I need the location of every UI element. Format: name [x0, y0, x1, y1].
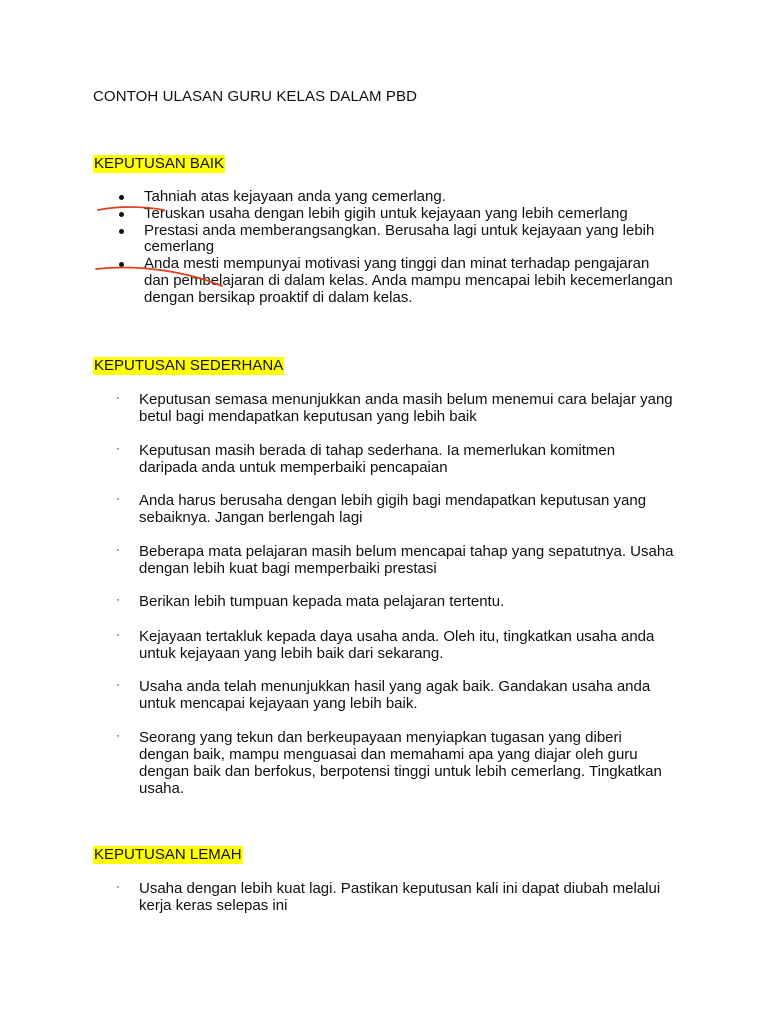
bullet-mark: ·	[116, 627, 120, 641]
heading-keputusan-baik: KEPUTUSAN BAIK	[94, 155, 225, 172]
bullet-mark: ·	[116, 390, 120, 404]
document-title: CONTOH ULASAN GURU KELAS DALAM PBD	[93, 88, 418, 105]
comment-paragraph: · Keputusan semasa menunjukkan anda masih belum menemui cara belajar yang betul bagi mendapatkan keputusan yang lebih baik	[116, 390, 673, 425]
comment-paragraph: · Berikan lebih tumpuan kepada mata pelajaran tertentu.	[116, 592, 505, 610]
bullet-icon	[119, 195, 124, 200]
heading-keputusan-sederhana: KEPUTUSAN SEDERHANA	[94, 357, 284, 374]
bullet-icon	[119, 212, 124, 217]
bullet-mark: ·	[116, 728, 120, 742]
bullet-mark: ·	[116, 542, 120, 556]
heading-keputusan-lemah: KEPUTUSAN LEMAH	[94, 846, 242, 863]
bullet-list-baik	[116, 189, 676, 307]
bullet-icon	[119, 262, 124, 267]
comment-paragraph: · Anda harus berusaha dengan lebih gigih bagi mendapatkan keputusan yang sebaiknya. Jangan berlengah lagi	[116, 491, 647, 526]
bullet-mark: ·	[116, 491, 120, 505]
comment-paragraph: · Seorang yang tekun dan berkeupayaan menyiapkan tugasan yang diberi dengan baik, mampu menguasai dan memahami apa yang diajar oleh guru dengan baik dan berfokus, berpotensi tinggi untuk lebih cemerlang. Tingkatkan usaha.	[116, 728, 662, 797]
list-item: Prestasi anda memberangsangkan. Berusaha lagi untuk kejayaan yang lebih cemerlang	[116, 223, 676, 257]
bullet-mark: ·	[116, 677, 120, 691]
comment-paragraph: · Usaha anda telah menunjukkan hasil yang agak baik. Gandakan usaha anda untuk mencapai kejayaan yang lebih baik.	[116, 677, 651, 712]
bullet-mark: ·	[116, 879, 120, 893]
list-item: Teruskan usaha dengan lebih gigih untuk kejayaan yang lebih cemerlang	[116, 206, 676, 223]
comment-paragraph: · Kejayaan tertakluk kepada daya usaha anda. Oleh itu, tingkatkan usaha anda untuk kejayaan yang lebih baik dari sekarang.	[116, 627, 655, 662]
comment-paragraph: · Keputusan masih berada di tahap sederhana. Ia memerlukan komitmen daripada anda untuk memperbaiki pencapaian	[116, 441, 616, 476]
bullet-mark: ·	[116, 592, 120, 606]
list-item: Tahniah atas kejayaan anda yang cemerlang.	[116, 189, 676, 206]
bullet-mark: ·	[116, 441, 120, 455]
bullet-icon	[119, 229, 124, 234]
comment-paragraph: · Beberapa mata pelajaran masih belum mencapai tahap yang sepatutnya. Usaha dengan lebih kuat bagi memperbaiki prestasi	[116, 542, 674, 577]
list-item: Anda mesti mempunyai motivasi yang tinggi dan minat terhadap pengajaran dan pembelajaran di dalam kelas. Anda mampu mencapai lebih kecemerlangan dengan bersikap proaktif di dalam kelas.	[116, 256, 676, 306]
comment-paragraph: · Usaha dengan lebih kuat lagi. Pastikan keputusan kali ini dapat diubah melalui kerja keras selepas ini	[116, 879, 661, 914]
